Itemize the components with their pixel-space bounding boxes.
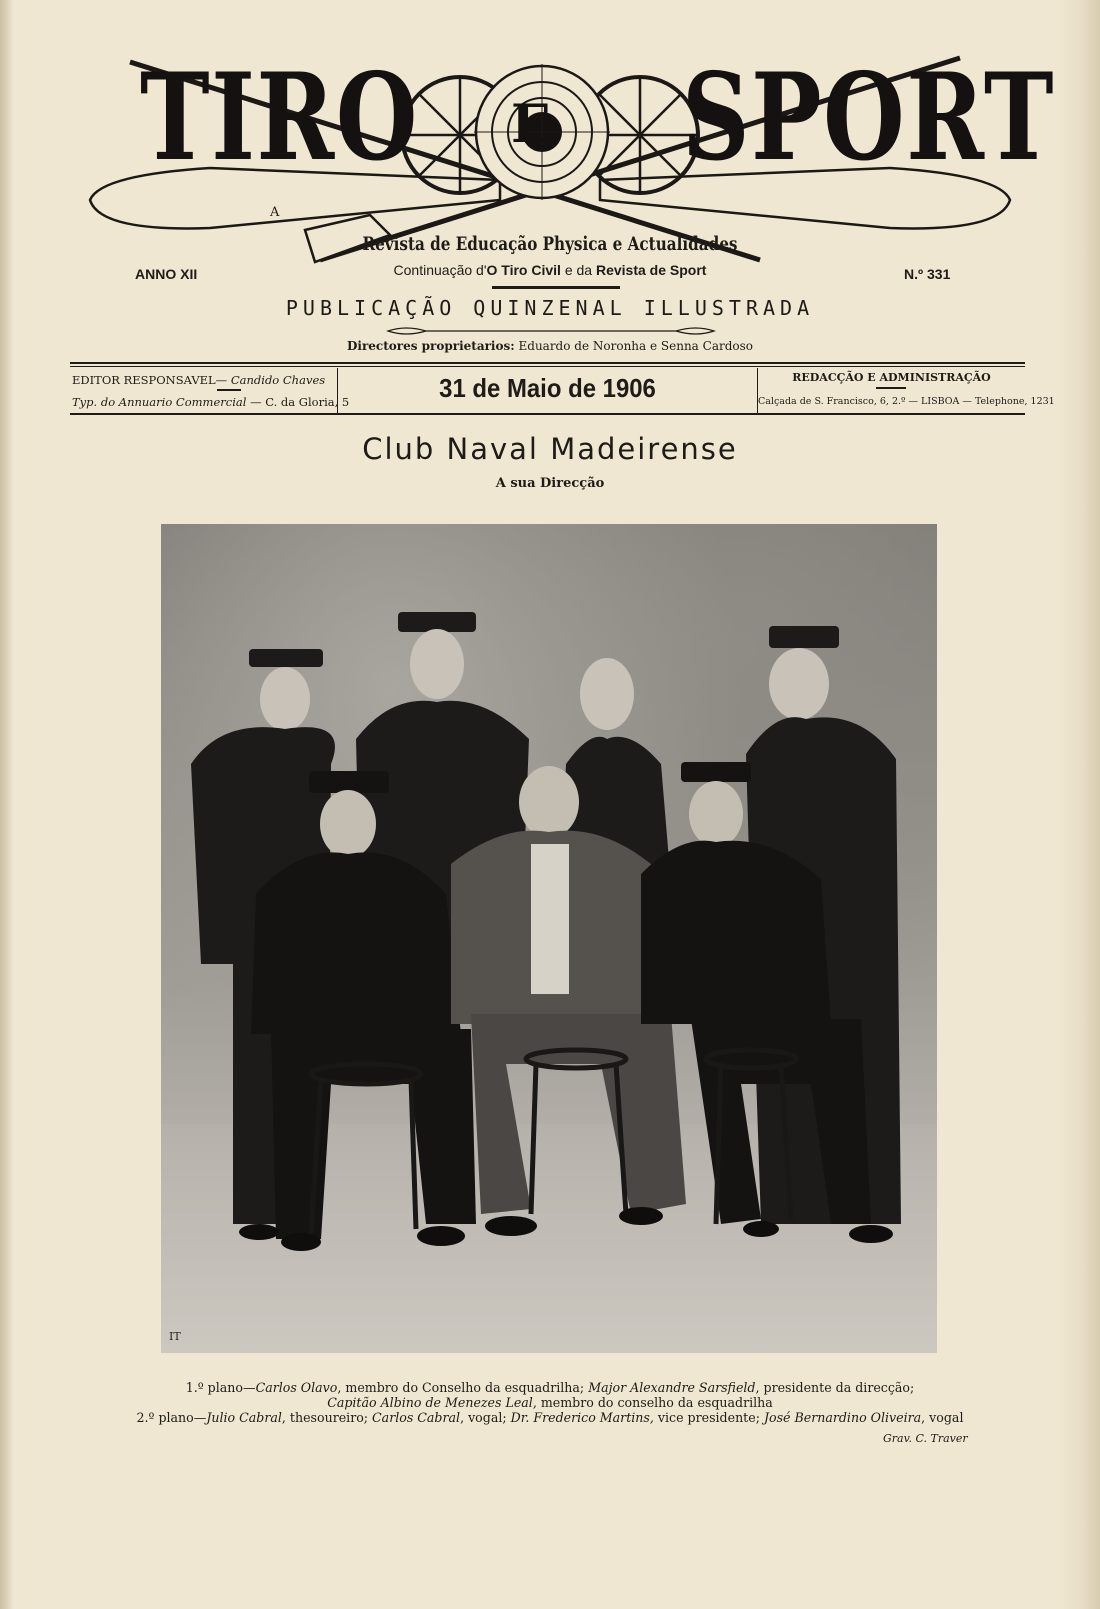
engraver-credit: Grav. C. Traver (883, 1432, 968, 1445)
editor-underline (217, 389, 241, 391)
caption-name-leal: Capitão Albino de Menezes Leal (327, 1395, 533, 1410)
year-label: ANNO XII (135, 266, 198, 282)
typography-label: Typ. do Annuario Commercial (72, 395, 247, 409)
caption-role-carlos-cabral: , vogal; (460, 1410, 511, 1425)
editor-name: Candido Chaves (230, 373, 326, 387)
editor-line (72, 373, 325, 387)
caption-role-julio: , thesoureiro; (281, 1410, 373, 1425)
issue-date: 31 de Maio de 1906 (439, 373, 656, 403)
caption-role-sarsfield: , presidente da direcção; (755, 1380, 915, 1395)
caption-name-oliveira: José Bernardino Oliveira (763, 1410, 922, 1425)
directors-label: Directores proprietarios: (346, 339, 515, 353)
article-headline: Club Naval Madeirense (362, 432, 738, 466)
info-bar-bottom-rule (70, 413, 1025, 415)
directors-names: Eduardo de Noronha e Senna Cardoso (518, 339, 754, 353)
caption-prefix-2: 2.º plano— (136, 1410, 207, 1425)
caption-role-martins: vice presidente; (653, 1410, 764, 1425)
redaccao-address: Calçada de S. Francisco, 6, 2.º — LISBOA — Telephone, 1231 (758, 396, 1055, 407)
redaccao-label: REDACÇÃO E ADMINISTRAÇÃO (792, 371, 991, 384)
caption-name-carlos-cabral: Carlos Cabral (372, 1410, 461, 1425)
publication-frequency: PUBLICAÇÃO QUINZENAL ILLUSTRADA (285, 296, 815, 320)
masthead-small-letter: A (270, 205, 280, 220)
issue-number: N.º 331 (904, 266, 951, 282)
directors-line (0, 339, 1100, 353)
caption-name-julio: Julio Cabral (206, 1410, 282, 1425)
engraver-monogram: IT (169, 1330, 181, 1343)
ornament-divider (386, 325, 716, 337)
continuation-pre: Continuação d' (393, 262, 487, 278)
caption-role-oliveira: , vogal (921, 1410, 964, 1425)
continuation-tiro-civil: O Tiro Civil (486, 262, 561, 278)
page-right-edge (1060, 0, 1100, 1609)
typography-address: — C. da Gloria, 5 (250, 395, 350, 409)
redaccao-underline (876, 387, 906, 389)
info-bar-top-rule (70, 362, 1025, 364)
typography-line (72, 395, 349, 409)
group-photograph (161, 524, 937, 1353)
caption-name-sarsfield: Major Alexandre Sarsfield (588, 1380, 756, 1395)
masthead-subtitle: Revista de Educação Physica e Actualidades (362, 233, 738, 255)
caption-prefix-1: 1.º plano— (185, 1380, 256, 1395)
caption-name-olavo: Carlos Olavo (255, 1380, 338, 1395)
caption-line-1 (0, 1380, 1100, 1395)
masthead-title-e: E (511, 94, 551, 155)
masthead-title-sport: SPORT (682, 47, 1056, 188)
article-subheadline: A sua Direcção (495, 476, 605, 491)
info-bar-top-rule-thin (70, 366, 1025, 367)
photo-figures (161, 524, 937, 1353)
continuation-revista: Revista de Sport (595, 262, 707, 278)
masthead-rule (492, 286, 620, 289)
caption-role-leal: , membro do conselho da esquadrilha (532, 1395, 773, 1410)
caption-role-olavo: , membro do Conselho da esquadrilha; (337, 1380, 589, 1395)
caption-line-3 (0, 1410, 1100, 1425)
caption-line-2 (0, 1395, 1100, 1410)
page-binding-edge (0, 0, 14, 1609)
continuation-mid: e da (560, 262, 596, 278)
caption-name-martins: Dr. Frederico Martins, (510, 1410, 654, 1425)
editor-label: EDITOR RESPONSAVEL— (72, 373, 228, 387)
masthead-title-tiro: TIRO (140, 47, 419, 188)
